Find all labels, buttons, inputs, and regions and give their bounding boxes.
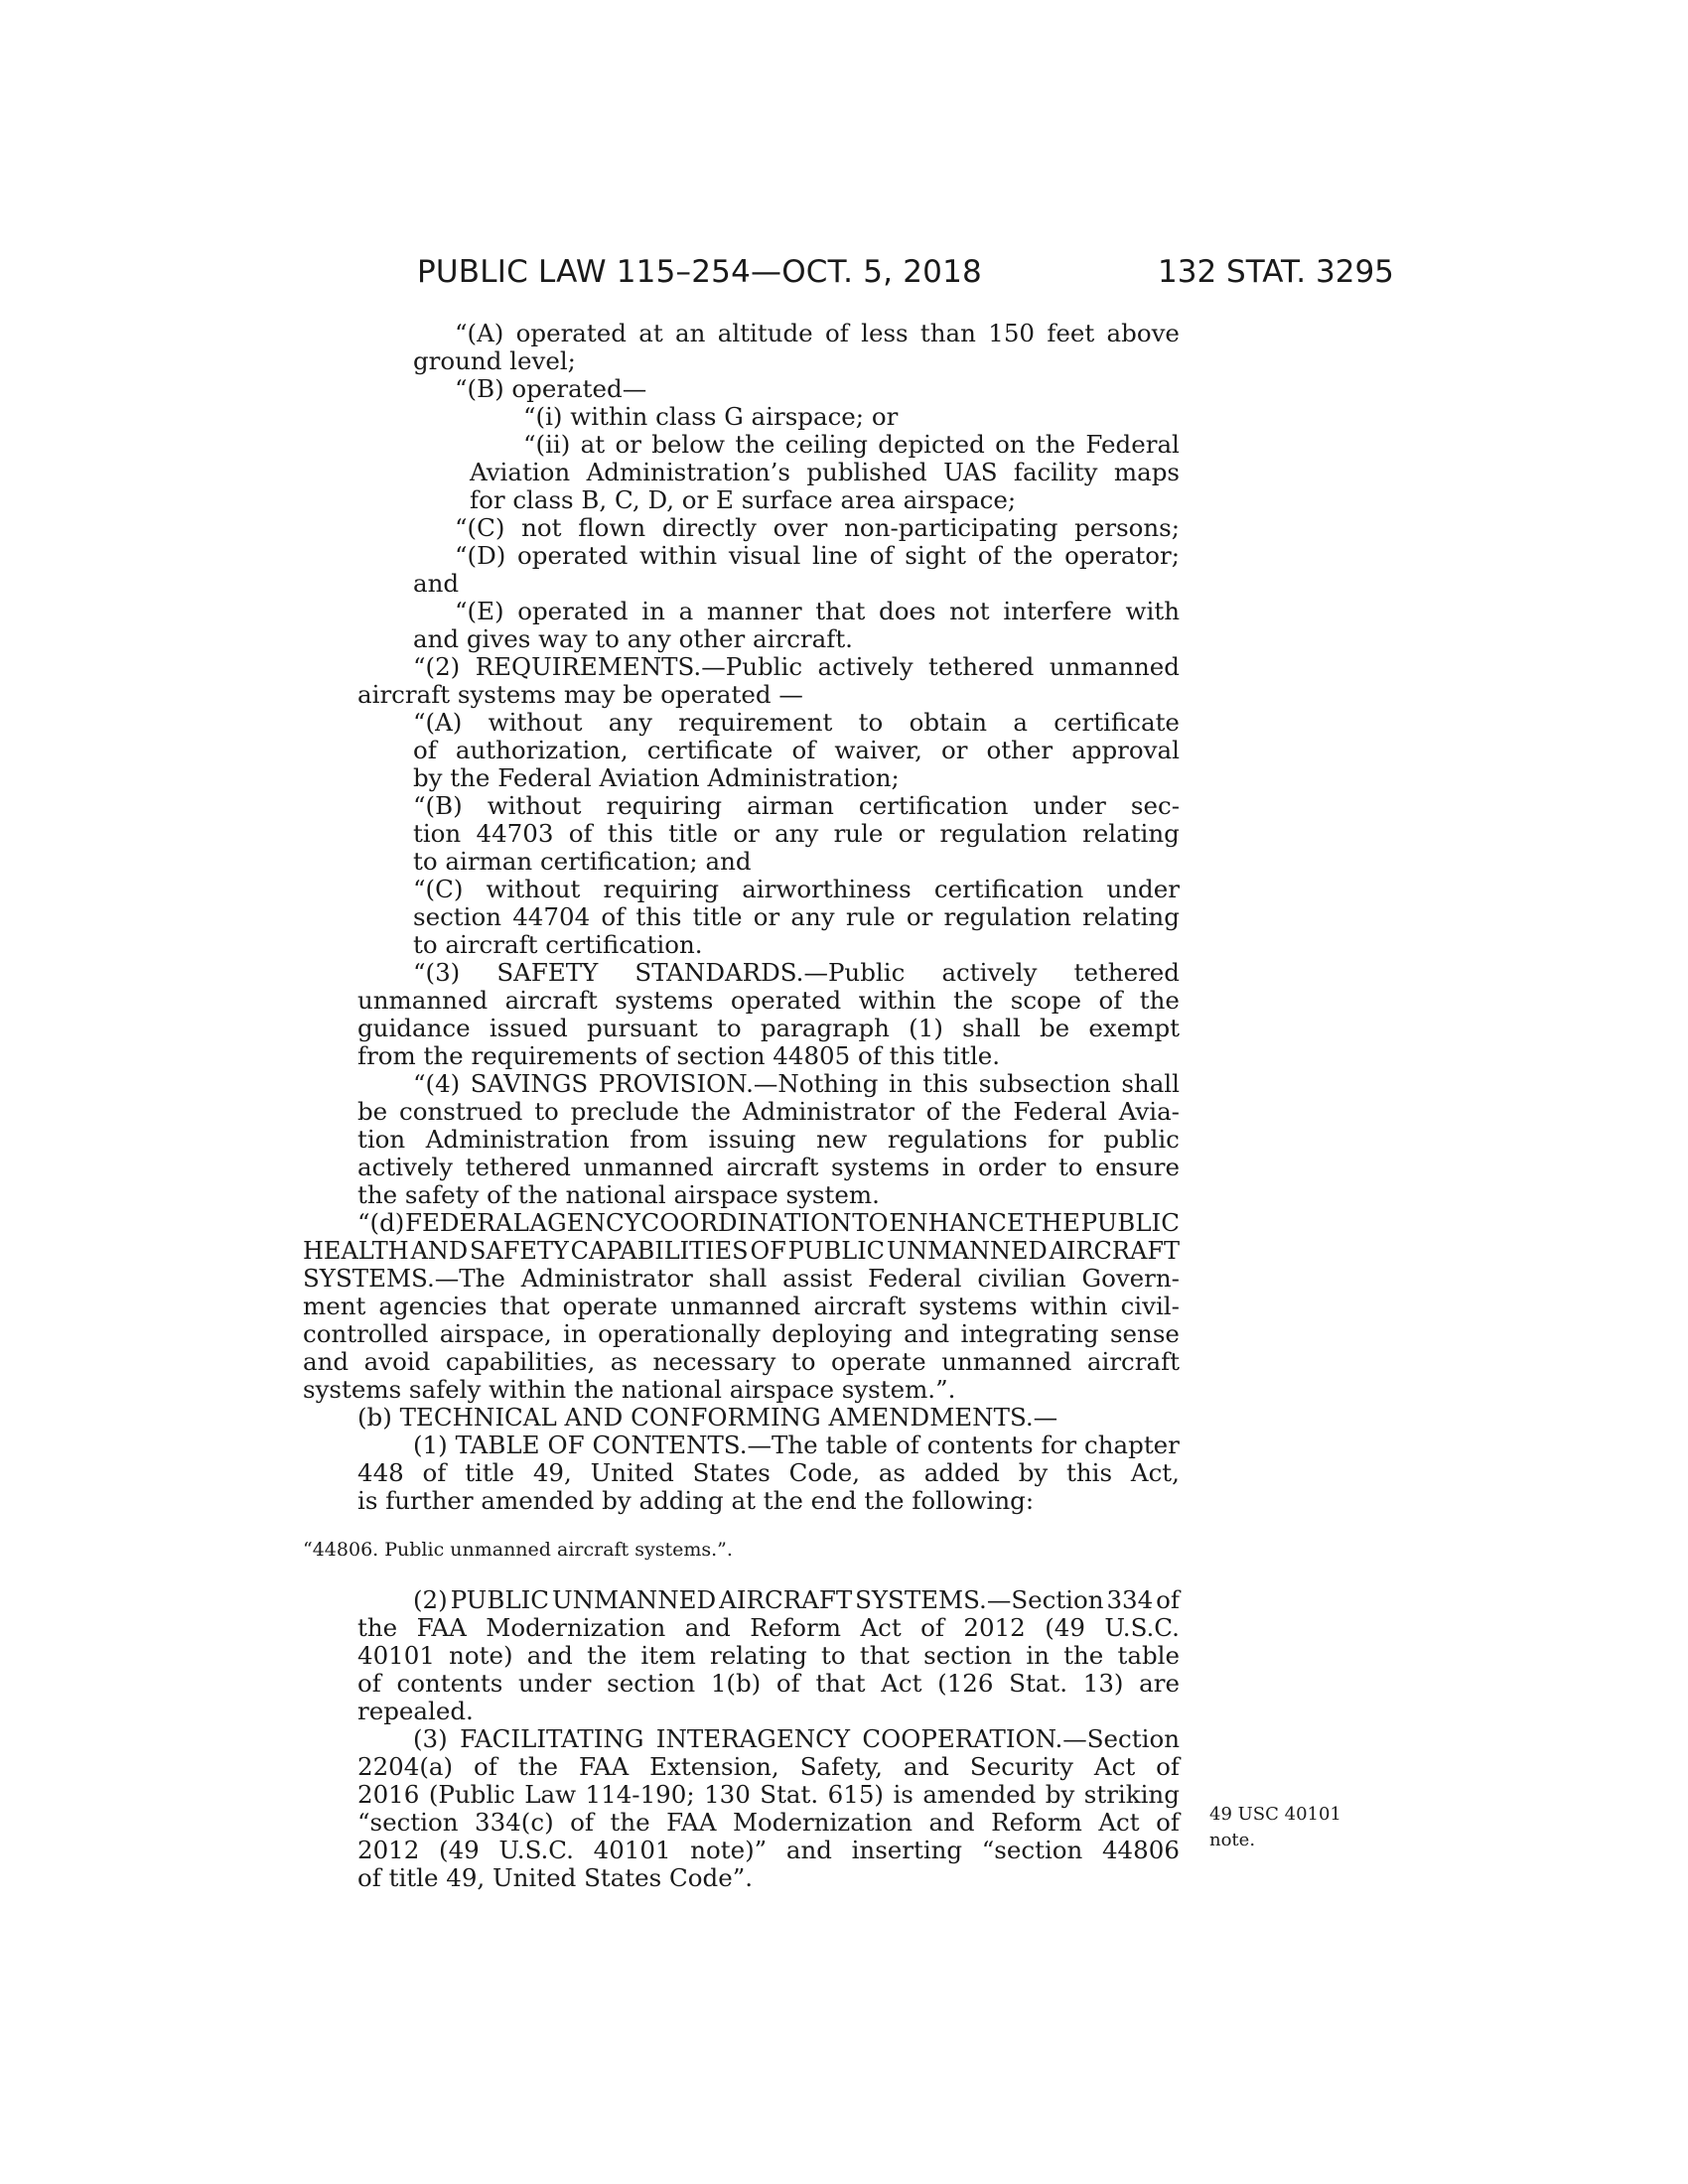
text-line: (3) FACILITATING INTERAGENCY COOPERATION.—Section xyxy=(413,1724,1180,1753)
text-line: the safety of the national airspace system. xyxy=(357,1180,880,1209)
text-line: aircraft systems may be operated — xyxy=(357,680,803,709)
text-line: “(3) SAFETY STANDARDS.—Public actively tethered xyxy=(413,958,1180,987)
text-line: the FAA Modernization and Reform Act of 2012 (49 U.S.C. xyxy=(357,1613,1180,1642)
text-line: guidance issued pursuant to paragraph (1) shall be exempt xyxy=(357,1014,1180,1042)
text-line: controlled airspace, in operationally deploying and integrating sense xyxy=(303,1319,1180,1348)
text-line: “(E) operated in a manner that does not interfere with xyxy=(455,597,1180,625)
margin-note-citation: 49 USC 40101 xyxy=(1209,1804,1341,1825)
toc-entry: “44806. Public unmanned aircraft systems.”. xyxy=(303,1539,733,1561)
text-line: 448 of title 49, United States Code, as added by this Act, xyxy=(357,1458,1180,1487)
text-line: by the Federal Aviation Administration; xyxy=(413,763,900,792)
text-line: and xyxy=(413,569,460,598)
text-line: to airman certification; and xyxy=(413,847,752,876)
text-line: ground level; xyxy=(413,346,576,375)
text-line: “(D) operated within visual line of sight of the operator; xyxy=(455,541,1180,570)
text-line: (1) TABLE OF CONTENTS.—The table of contents for chapter xyxy=(413,1431,1180,1459)
text-line: section 44704 of this title or any rule or regulation relating xyxy=(413,902,1180,931)
text-line: 40101 note) and the item relating to that section in the table xyxy=(357,1641,1180,1670)
text-line: tion 44703 of this title or any rule or regulation relating xyxy=(413,819,1180,848)
text-line: repealed. xyxy=(357,1697,474,1725)
text-line: “(d) FEDERAL AGENCY COORDINATION TO ENHANCE THE PUBLIC xyxy=(357,1208,1180,1237)
text-line: of title 49, United States Code”. xyxy=(357,1863,754,1892)
text-line: “(i) within class G airspace; or xyxy=(523,402,899,431)
text-line: “(C) not flown directly over non-participating persons; xyxy=(455,513,1180,542)
text-line: be construed to preclude the Administrator of the Federal Avia- xyxy=(357,1097,1180,1126)
text-line: (2) PUBLIC UNMANNED AIRCRAFT SYSTEMS.—Section 334 of xyxy=(413,1585,1180,1614)
text-line: 2204(a) of the FAA Extension, Safety, and Security Act of xyxy=(357,1752,1180,1781)
text-line: “(A) operated at an altitude of less than 150 feet above xyxy=(455,319,1180,347)
text-line: tion Administration from issuing new regulations for public xyxy=(357,1125,1180,1154)
text-line: and avoid capabilities, as necessary to operate unmanned aircraft xyxy=(303,1347,1180,1376)
text-line: SYSTEMS.—The Administrator shall assist Federal civilian Govern- xyxy=(303,1264,1180,1293)
text-line: “(2) REQUIREMENTS.—Public actively tethered unmanned xyxy=(413,652,1180,681)
running-header-stat: 132 STAT. 3295 xyxy=(1158,254,1394,290)
text-line: systems safely within the national airspace system.”. xyxy=(303,1375,956,1404)
running-header-title: PUBLIC LAW 115–254—OCT. 5, 2018 xyxy=(417,254,982,290)
text-line: and gives way to any other aircraft. xyxy=(413,624,853,653)
text-line: from the requirements of section 44805 of this title. xyxy=(357,1041,1001,1070)
text-line: “(B) operated— xyxy=(455,374,647,403)
text-line: HEALTH AND SAFETY CAPABILITIES OF PUBLIC UNMANNED AIRCRAFT xyxy=(303,1237,1180,1265)
text-line: “(ii) at or below the ceiling depicted on the Federal xyxy=(523,430,1180,459)
text-line: (b) TECHNICAL AND CONFORMING AMENDMENTS.— xyxy=(357,1403,1058,1432)
text-line: Aviation Administration’s published UAS facility maps xyxy=(470,458,1180,486)
text-line: 2016 (Public Law 114-190; 130 Stat. 615) is amended by striking xyxy=(357,1780,1180,1809)
text-line: unmanned aircraft systems operated within the scope of the xyxy=(357,986,1180,1015)
text-line: for class B, C, D, or E surface area airspace; xyxy=(470,485,1017,514)
text-line: of authorization, certificate of waiver, or other approval xyxy=(413,736,1180,764)
margin-note-suffix: note. xyxy=(1209,1830,1256,1850)
text-line: “(B) without requiring airman certification under sec- xyxy=(413,791,1180,820)
text-line: actively tethered unmanned aircraft systems in order to ensure xyxy=(357,1153,1180,1181)
text-line: to aircraft certification. xyxy=(413,930,703,959)
text-line: “(4) SAVINGS PROVISION.—Nothing in this subsection shall xyxy=(413,1069,1180,1098)
text-line: of contents under section 1(b) of that Act (126 Stat. 13) are xyxy=(357,1669,1180,1698)
text-line: 2012 (49 U.S.C. 40101 note)” and inserting “section 44806 xyxy=(357,1836,1180,1864)
text-line: ment agencies that operate unmanned aircraft systems within civil- xyxy=(303,1292,1180,1320)
text-line: “(C) without requiring airworthiness certification under xyxy=(413,875,1180,903)
text-line: “(A) without any requirement to obtain a certificate xyxy=(413,708,1180,737)
text-line: is further amended by adding at the end the following: xyxy=(357,1486,1035,1515)
text-line: “section 334(c) of the FAA Modernization and Reform Act of xyxy=(357,1808,1180,1837)
